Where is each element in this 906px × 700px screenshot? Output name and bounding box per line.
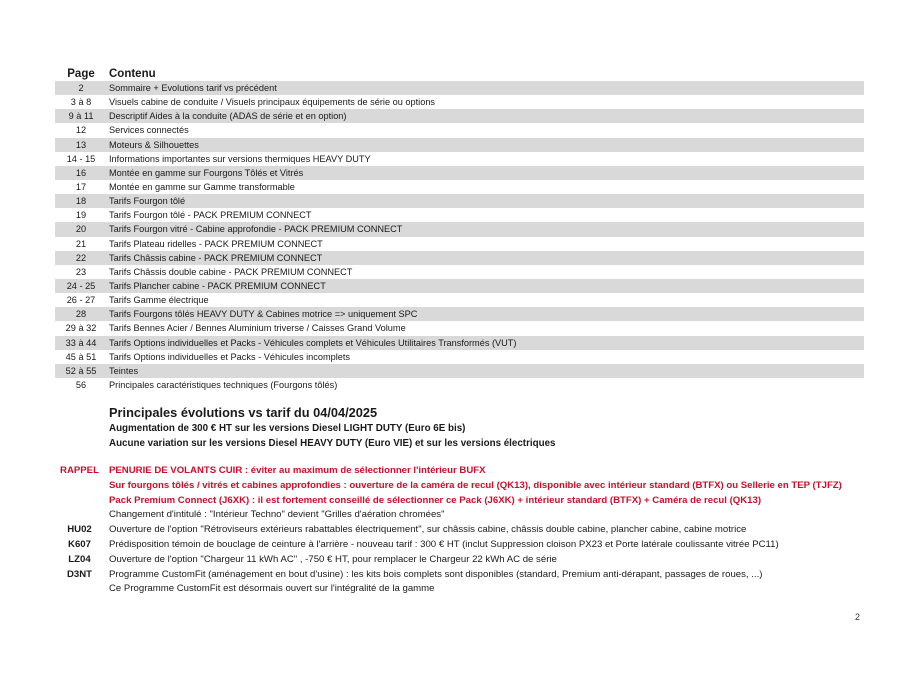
toc-row	[55, 95, 864, 109]
note-code: LZ04	[68, 553, 91, 565]
note-item	[50, 568, 860, 583]
note-text: Programme CustomFit (aménagement en bout d'usine) : les kits bois complets sont disponibles (standard, Premium anti-dérapant, passages de roues, ...)	[109, 568, 763, 580]
note-code	[50, 479, 109, 494]
note-item	[50, 538, 860, 553]
note-code	[50, 508, 109, 523]
toc-row	[55, 279, 864, 293]
toc-row	[55, 293, 864, 307]
toc-page-number: 18	[75, 196, 87, 207]
toc-page-number: 22	[75, 252, 87, 263]
notes-section	[50, 464, 860, 597]
note-text: Prédisposition témoin de bouclage de ceinture à l'arrière - nouveau tarif : 300 € HT (inclut Suppression cloison PX23 et Porte latérale coulissante vitrée PC11)	[109, 538, 779, 550]
evolutions-section	[109, 405, 555, 451]
toc-row	[55, 81, 864, 95]
toc-row	[55, 166, 864, 180]
toc-page-number: 28	[75, 309, 87, 320]
table-of-contents	[55, 65, 864, 392]
toc-page-number: 12	[75, 125, 87, 136]
evolutions-title: Principales évolutions vs tarif du 04/04/2025	[109, 405, 378, 420]
toc-page-number: 17	[75, 182, 87, 193]
note-code: HU02	[67, 524, 92, 536]
evolutions-line-2: Aucune variation sur les versions Diesel HEAVY DUTY (Euro VIE) et sur les versions électriques	[109, 438, 556, 449]
note-text: Ouverture de l'option "Rétroviseurs extérieurs rabattables électriquement", sur châssis cabine, châssis double cabine, plancher cabine, cabine motrice	[109, 524, 747, 536]
note-item	[50, 553, 860, 568]
toc-content: Montée en gamme sur Gamme transformable	[109, 182, 295, 193]
note-code: K607	[68, 538, 91, 550]
toc-content: Tarifs Options individuelles et Packs - Véhicules complets et Véhicules Utilitaires Transformés (VUT)	[109, 337, 517, 348]
note-text: Changement d'intitulé : "Intérieur Techno" devient "Grilles d'aération chromées"	[109, 509, 445, 521]
toc-page-number: 23	[75, 266, 87, 277]
toc-row	[55, 378, 864, 392]
toc-page-number: 2	[78, 83, 84, 94]
toc-page-number: 3 à 8	[70, 97, 92, 108]
toc-content: Tarifs Plateau ridelles - PACK PREMIUM CONNECT	[109, 238, 323, 249]
note-item	[50, 494, 860, 509]
toc-rows	[55, 81, 864, 392]
toc-row	[55, 307, 864, 321]
toc-content: Tarifs Fourgons tôlés HEAVY DUTY & Cabines motrice => uniquement SPC	[109, 309, 418, 320]
toc-content: Tarifs Options individuelles et Packs - Véhicules incomplets	[109, 351, 351, 362]
note-text: Ce Programme CustomFit est désormais ouvert sur l'intégralité de la gamme	[109, 583, 435, 595]
note-code: RAPPEL	[60, 465, 99, 476]
note-item	[50, 508, 860, 523]
toc-row	[55, 321, 864, 335]
toc-content: Tarifs Fourgon tôlé - PACK PREMIUM CONNECT	[109, 210, 312, 221]
toc-content: Tarifs Bennes Acier / Bennes Aluminium triverse / Caisses Grand Volume	[109, 323, 406, 334]
toc-content: Sommaire + Evolutions tarif vs précédent	[109, 83, 277, 94]
toc-header-content: Contenu	[109, 68, 156, 80]
toc-content: Tarifs Fourgon tôlé	[109, 196, 186, 207]
note-text: Pack Premium Connect (J6XK) : il est fortement conseillé de sélectionner ce Pack (J6XK) + intérieur standard (BTFX) + Caméra de recul (QK13)	[109, 494, 762, 506]
toc-page-number: 9 à 11	[68, 111, 94, 122]
note-text: Ouverture de l'option "Chargeur 11 kWh AC" , -750 € HT, pour remplacer le Chargeur 22 kWh AC de série	[109, 553, 557, 565]
note-item	[50, 464, 860, 479]
toc-page-number: 52 à 55	[65, 365, 97, 376]
toc-page-number: 26 - 27	[66, 295, 96, 306]
toc-content: Tarifs Fourgon vitré - Cabine approfondie - PACK PREMIUM CONNECT	[109, 224, 403, 235]
page-number: 2	[855, 612, 861, 622]
toc-content: Moteurs & Silhouettes	[109, 139, 199, 150]
toc-row	[55, 336, 864, 350]
toc-page-number: 24 - 25	[66, 281, 96, 292]
note-text: Sur fourgons tôlés / vitrés et cabines approfondies : ouverture de la caméra de recul (QK13), disponible avec intérieur standard (BTFX) ou Sellerie en TEP (TJFZ)	[109, 479, 842, 491]
toc-page-number: 19	[75, 210, 87, 221]
toc-header-page: Page	[67, 68, 95, 80]
toc-row	[55, 123, 864, 137]
note-item	[50, 523, 860, 538]
toc-content: Services connectés	[109, 125, 189, 136]
toc-page-number: 14 - 15	[66, 153, 96, 164]
toc-content: Tarifs Plancher cabine - PACK PREMIUM CONNECT	[109, 281, 326, 292]
toc-row	[55, 109, 864, 123]
toc-page-number: 21	[75, 238, 87, 249]
note-code: D3NT	[66, 568, 93, 580]
toc-row	[55, 350, 864, 364]
toc-page-number: 56	[75, 380, 87, 391]
note-code	[50, 494, 109, 509]
toc-row	[55, 251, 864, 265]
note-code	[50, 582, 109, 597]
toc-content: Montée en gamme sur Fourgons Tôlés et Vitrés	[109, 167, 304, 178]
toc-page-number: 13	[75, 139, 87, 150]
toc-row	[55, 180, 864, 194]
toc-content: Tarifs Châssis double cabine - PACK PREMIUM CONNECT	[109, 266, 353, 277]
toc-content: Tarifs Châssis cabine - PACK PREMIUM CONNECT	[109, 252, 323, 263]
toc-row	[55, 237, 864, 251]
toc-page-number: 20	[75, 224, 87, 235]
toc-row	[55, 208, 864, 222]
note-item	[50, 479, 860, 494]
toc-content: Descriptif Aides à la conduite (ADAS de série et en option)	[109, 111, 347, 122]
toc-page-number: 45 à 51	[65, 351, 97, 362]
toc-row	[55, 364, 864, 378]
evolutions-line-1: Augmentation de 300 € HT sur les versions Diesel LIGHT DUTY (Euro 6E bis)	[109, 423, 466, 434]
toc-content: Tarifs Gamme électrique	[109, 295, 209, 306]
note-item	[50, 582, 860, 597]
toc-content: Teintes	[109, 365, 139, 376]
toc-row	[55, 265, 864, 279]
toc-content: Principales caractéristiques techniques (Fourgons tôlés)	[109, 380, 338, 391]
toc-content: Visuels cabine de conduite / Visuels principaux équipements de série ou options	[109, 97, 436, 108]
toc-header	[55, 65, 864, 80]
toc-row	[55, 222, 864, 236]
note-text: PENURIE DE VOLANTS CUIR : éviter au maximum de sélectionner l'intérieur BUFX	[109, 465, 486, 476]
toc-row	[55, 152, 864, 166]
toc-page-number: 16	[75, 167, 87, 178]
toc-page-number: 33 à 44	[65, 337, 97, 348]
toc-content: Informations importantes sur versions thermiques HEAVY DUTY	[109, 153, 371, 164]
toc-row	[55, 194, 864, 208]
toc-row	[55, 138, 864, 152]
toc-page-number: 29 à 32	[65, 323, 97, 334]
